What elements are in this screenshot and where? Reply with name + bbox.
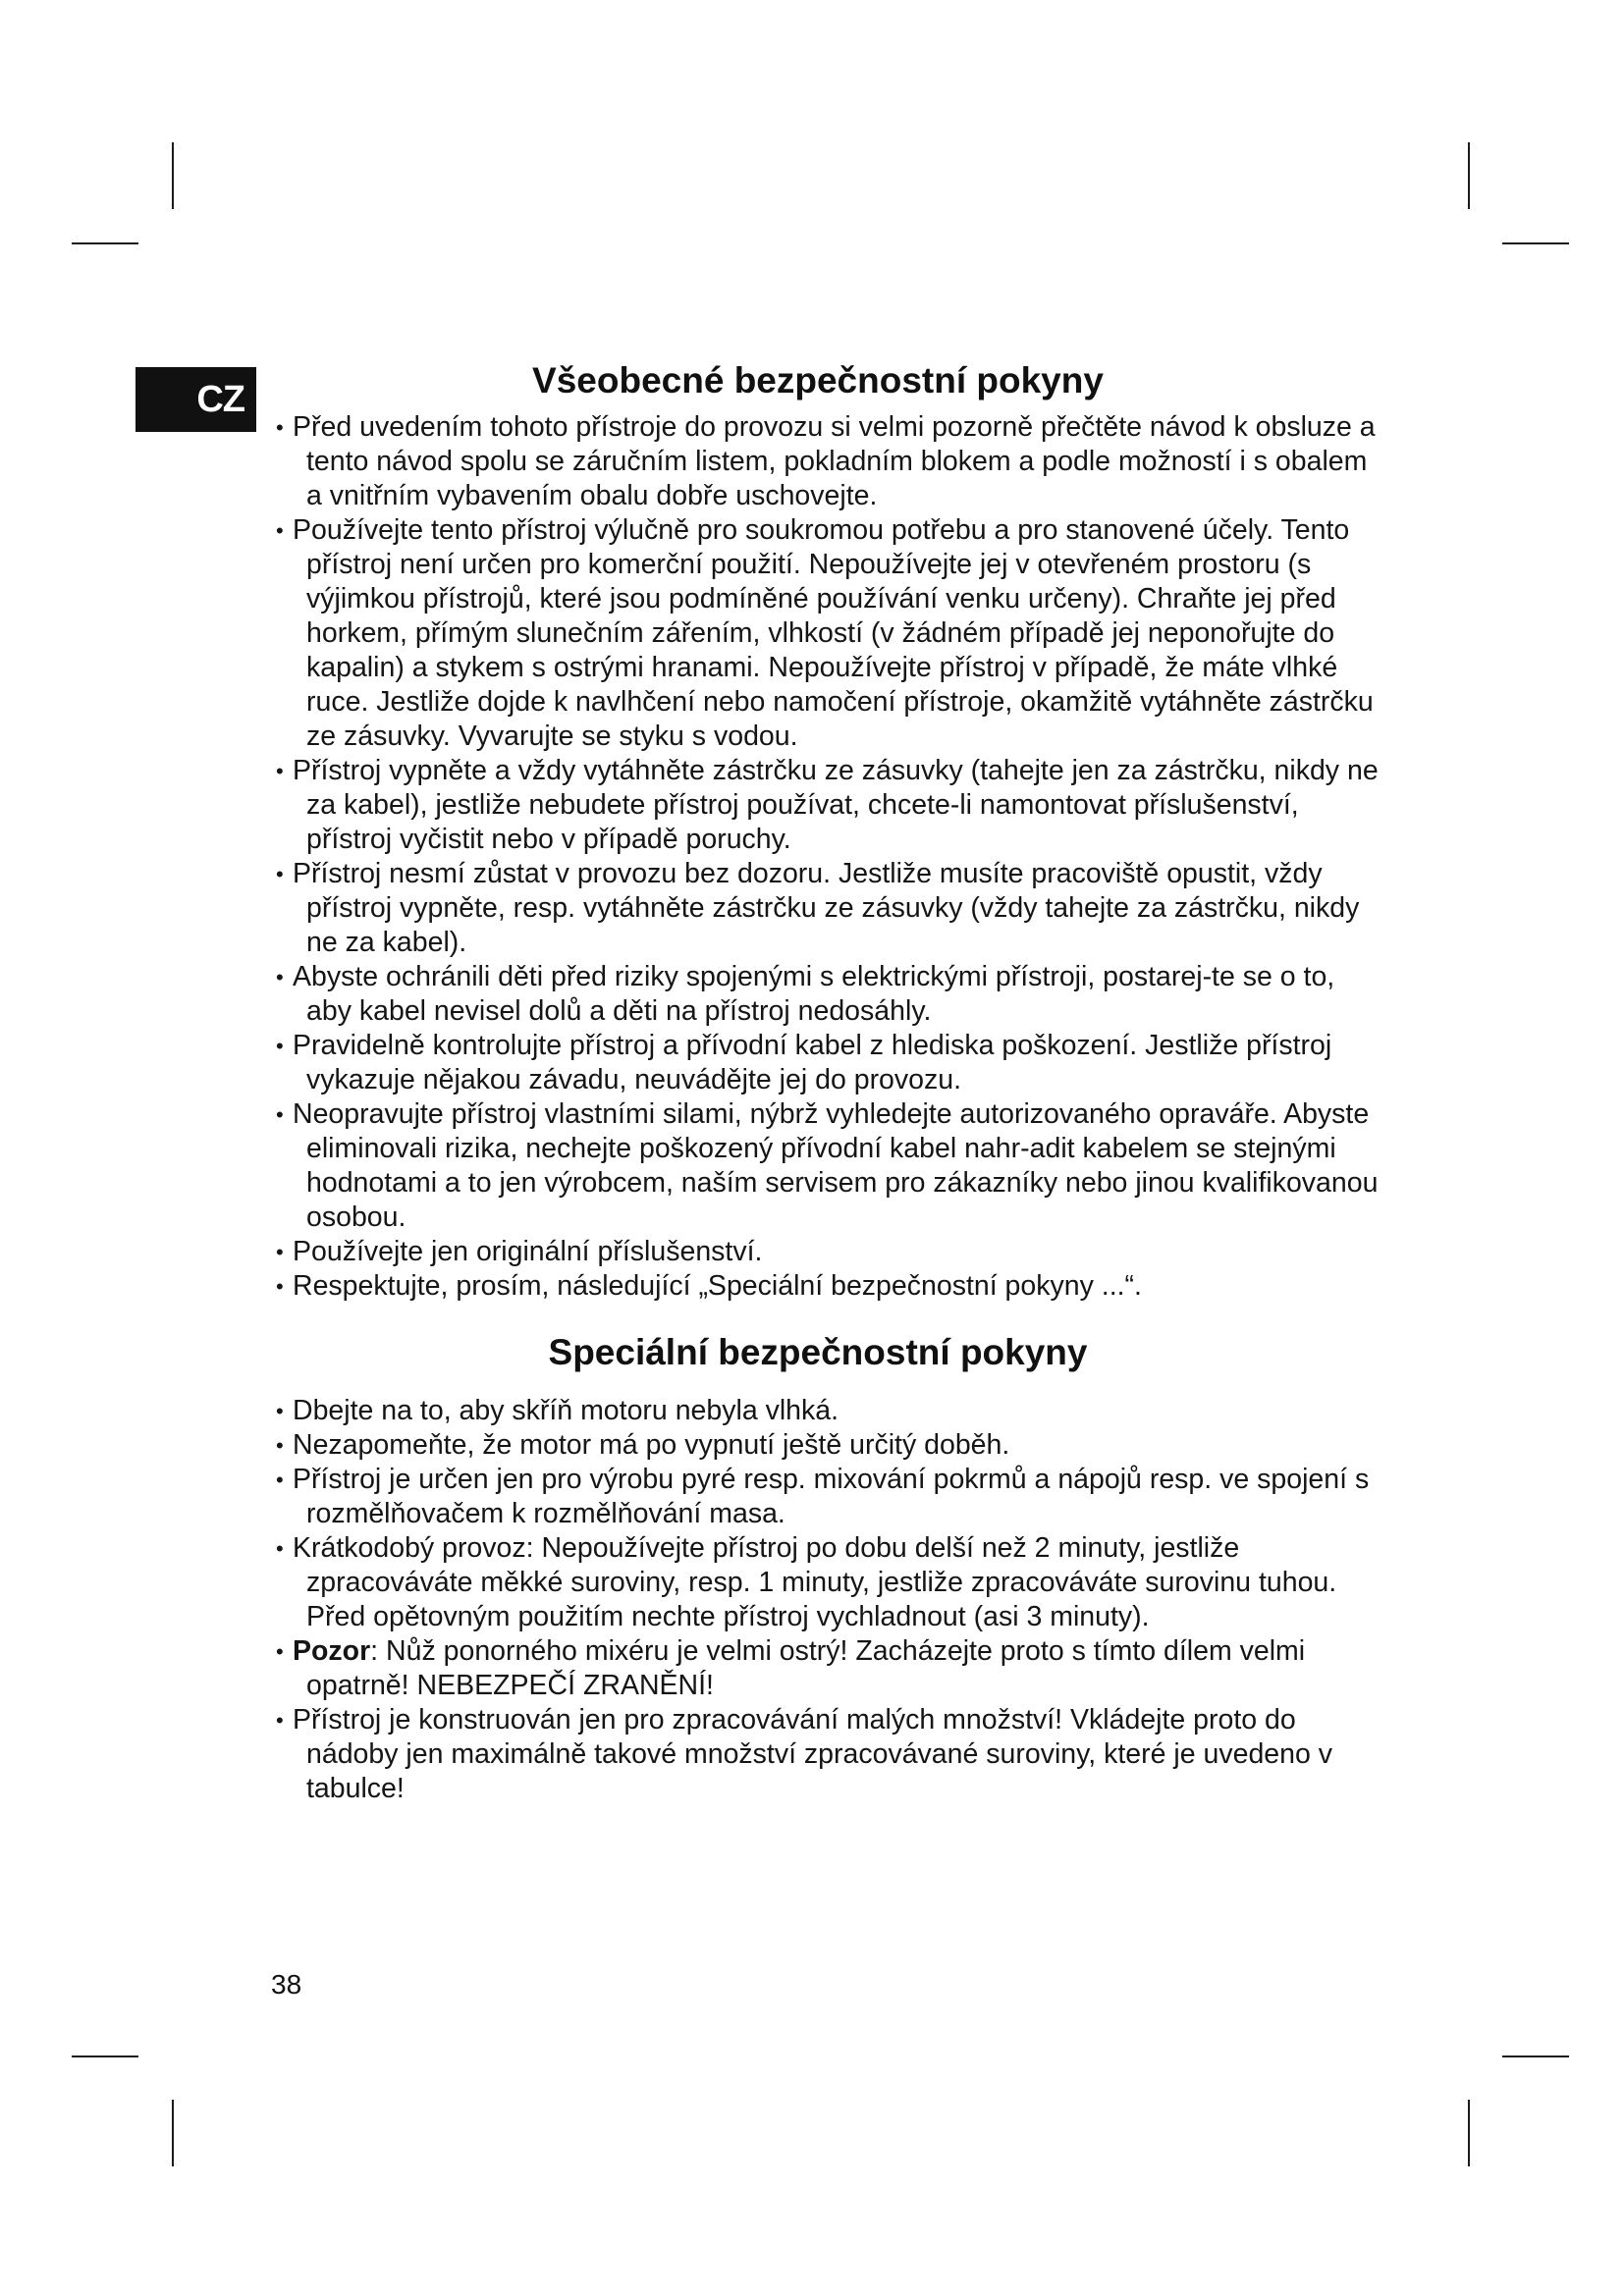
crop-mark-top-left-vertical (172, 142, 174, 209)
list-item: • Přístroj nesmí zůstat v provozu bez dozoru. Jestliže musíte pracoviště opustit, vždy přístroj vypněte, resp. vytáhněte zástrčku ze zásuvky (vždy tahejte za zástrčku, nikdy ne za kabel). (276, 858, 1360, 958)
bullet-icon: • (276, 415, 284, 440)
bullet-icon: • (276, 1034, 284, 1058)
list-item: • Používejte jen originální příslušenství. (276, 1236, 763, 1267)
list-item: • Přístroj vypněte a vždy vytáhněte zástrčku ze zásuvky (tahejte jen za zástrčku, nikdy ne za kabel), jestliže nebudete přístroj používat, chcete-li namontovat příslušenství, přístroj vyčistit nebo v případě poruchy. (276, 755, 1379, 855)
list-item: • Nezapomeňte, že motor má po vypnutí ještě určitý doběh. (276, 1429, 1010, 1461)
list-item: • Přístroj je konstruován jen pro zpracovávání malých množství! Vkládejte proto do nádoby jen maximálně takové množství zpracovávané suroviny, které je uvedeno v tabulce! (276, 1704, 1333, 1804)
crop-mark-bottom-left-vertical (172, 2100, 174, 2166)
list-item: • Dbejte na to, aby skříň motoru nebyla vlhká. (276, 1395, 839, 1426)
list-item: • Neopravujte přístroj vlastními silami, nýbrž vyhledejte autorizovaného opraváře. Abyste eliminovali rizika, nechejte poškozený přívodní kabel nahr-adit kabelem se stejnými hodnotami a to jen výrobcem, naším servisem pro zákazníky nebo jinou kvalifikovanou osobou. (276, 1098, 1379, 1233)
bullet-icon: • (276, 1468, 284, 1492)
bullet-icon: • (276, 759, 284, 783)
bullet-icon: • (276, 1274, 284, 1299)
list-item: • Pozor: Nůž ponorného mixéru je velmi ostrý! Zacházejte proto s tímto dílem velmi opatrně! NEBEZPEČÍ ZRANĚNÍ! (276, 1635, 1306, 1701)
crop-mark-bottom-right-vertical (1468, 2100, 1470, 2166)
crop-mark-top-left-horizontal (72, 242, 138, 244)
bullet-icon: • (276, 1399, 284, 1423)
bullet-icon: • (276, 1639, 284, 1664)
language-tab: CZ (135, 367, 256, 432)
page-number: 38 (271, 1969, 302, 2000)
special-safety-list (263, 1394, 1382, 1806)
general-safety-title: Všeobecné bezpečnostní pokyny (532, 360, 1104, 400)
document-body (263, 353, 1382, 1806)
bullet-icon: • (276, 518, 284, 543)
general-safety-list (263, 410, 1382, 1304)
bullet-icon: • (276, 862, 284, 886)
bullet-icon: • (276, 1708, 284, 1733)
list-item: • Krátkodobý provoz: Nepoužívejte přístroj po dobu delší než 2 minuty, jestliže zpracováváte měkké suroviny, resp. 1 minuty, jestliže zpracováváte surovinu tuhou. Před opětovným použitím nechte přístroj vychladnout (asi 3 minuty). (276, 1532, 1337, 1632)
bullet-icon: • (276, 1102, 284, 1127)
warning-lead: Pozor (293, 1635, 371, 1667)
list-item: • Respektujte, prosím, následující „Speciální bezpečnostní pokyny ...“. (276, 1270, 1142, 1302)
list-item: • Abyste ochránili děti před riziky spojenými s elektrickými přístroji, postarej-te se o to, aby kabel nevisel dolů a děti na přístroj nedosáhly. (276, 961, 1335, 1027)
crop-mark-bottom-right-horizontal (1502, 2056, 1569, 2057)
crop-mark-bottom-left-horizontal (72, 2056, 138, 2057)
bullet-icon: • (276, 1536, 284, 1561)
crop-mark-top-right-vertical (1468, 142, 1470, 209)
bullet-icon: • (276, 1240, 284, 1264)
bullet-icon: • (276, 1433, 284, 1458)
list-item: • Pravidelně kontrolujte přístroj a přívodní kabel z hlediska poškození. Jestliže přístroj vykazuje nějakou závadu, neuvádějte jej do provozu. (276, 1030, 1332, 1095)
bullet-icon: • (276, 965, 284, 989)
list-item: • Přístroj je určen jen pro výrobu pyré resp. mixování pokrmů a nápojů resp. ve spojení s rozmělňovačem k rozmělňování masa. (276, 1464, 1370, 1529)
warning-separator: : (370, 1635, 387, 1667)
list-item: • Používejte tento přístroj výlučně pro soukromou potřebu a pro stanovené účely. Tento přístroj není určen pro komerční použití. Nepoužívejte jej v otevřeném prostoru (s výjimkou přístrojů, které jsou podmíněné používání venku určeny). Chraňte jej před horkem, přímým slunečním zářením, vlhkostí (v žádném případě jej neponořujte do kapalin) a stykem s ostrými hranami. Nepoužívejte přístroj v případě, že máte vlhké ruce. Jestliže dojde k navlhčení nebo namočení přístroje, okamžitě vytáhněte zástrčku ze zásuvky. Vyvarujte se styku s vodou. (276, 514, 1374, 752)
special-safety-title: Speciální bezpečnostní pokyny (548, 1332, 1088, 1372)
list-item: • Před uvedením tohoto přístroje do provozu si velmi pozorně přečtěte návod k obsluze a tento návod spolu se záručním listem, pokladním blokem a podle možností i s obalem a vnitřním vybavením obalu dobře uschovejte. (276, 411, 1376, 511)
crop-mark-top-right-horizontal (1502, 242, 1569, 244)
